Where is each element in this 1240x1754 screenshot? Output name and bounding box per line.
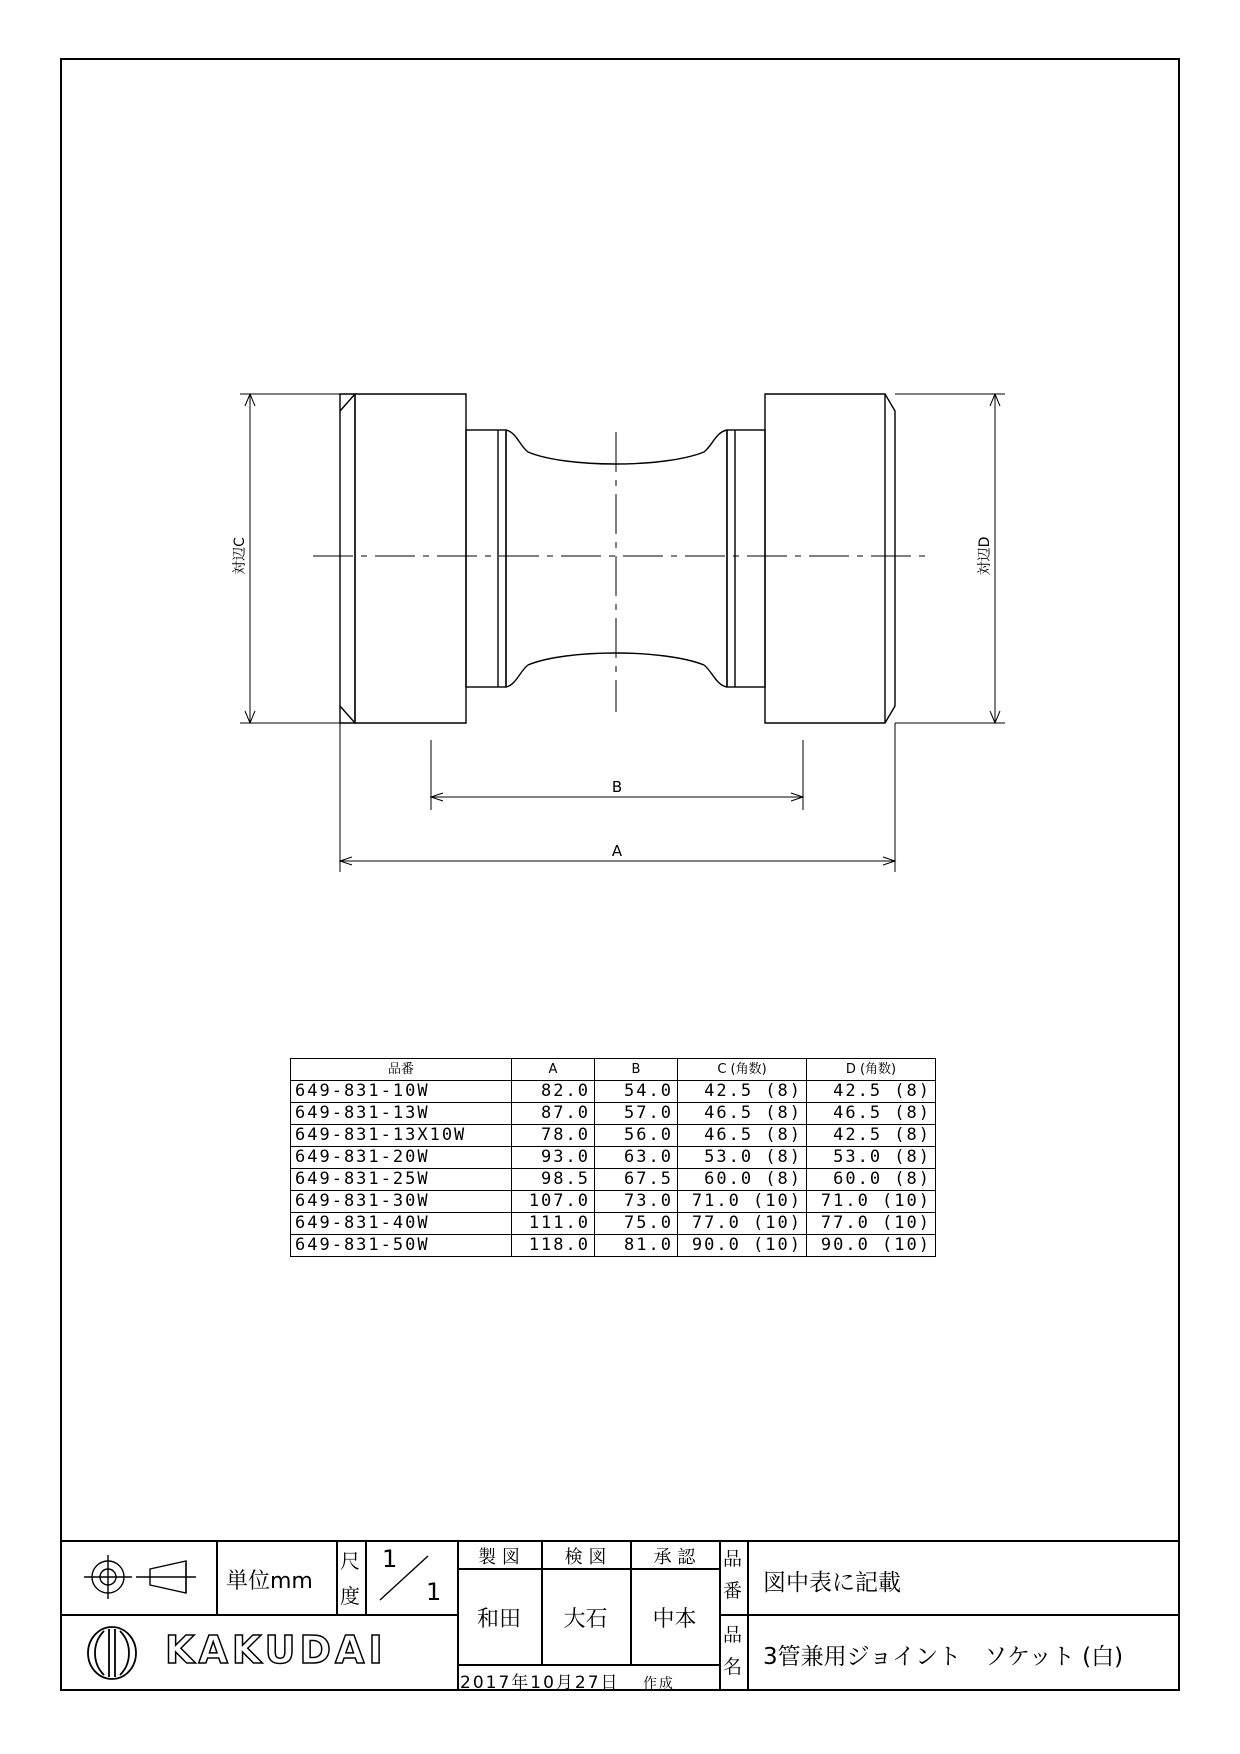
dimension-cell: 71.0 (10) bbox=[678, 1191, 807, 1213]
table-row bbox=[291, 1191, 936, 1213]
table-row bbox=[291, 1081, 936, 1103]
part-name-value: 3管兼用ジョイント ソケット (白) bbox=[763, 1644, 1124, 1670]
approved-by: 中本 bbox=[652, 1607, 697, 1632]
table-row bbox=[291, 1235, 936, 1257]
dimension-cell: 42.5 (8) bbox=[807, 1125, 936, 1147]
drawn-by: 和田 bbox=[476, 1607, 521, 1632]
unit-label: 単位mm bbox=[226, 1569, 313, 1594]
table-row bbox=[291, 1125, 936, 1147]
part-number-cell: 649-831-10W bbox=[291, 1081, 512, 1103]
dimension-cell: 46.5 (8) bbox=[678, 1103, 807, 1125]
dimension-cell: 75.0 bbox=[595, 1213, 678, 1235]
dim-c-label: 対辺C bbox=[232, 537, 248, 575]
dimension-cell: 53.0 (8) bbox=[678, 1147, 807, 1169]
dimension-cell: 73.0 bbox=[595, 1191, 678, 1213]
scale-label-2: 度 bbox=[340, 1584, 360, 1608]
left-nut-chamfer-bottom bbox=[340, 706, 355, 723]
date-suffix: 作成 bbox=[642, 1676, 675, 1692]
part-number-cell: 649-831-20W bbox=[291, 1147, 512, 1169]
right-nut-body bbox=[765, 394, 895, 723]
dimension-cell: 87.0 bbox=[512, 1103, 595, 1125]
dim-d-label: 対辺D bbox=[977, 536, 993, 576]
dim-b-label: B bbox=[611, 778, 623, 796]
part-no-value: 図中表に記載 bbox=[763, 1570, 901, 1596]
part-name-label-1: 品 bbox=[723, 1624, 743, 1646]
left-nut-outline bbox=[340, 394, 355, 723]
part-number-cell: 649-831-40W bbox=[291, 1213, 512, 1235]
dimension-cell: 42.5 (8) bbox=[678, 1081, 807, 1103]
col-a: A bbox=[512, 1059, 595, 1081]
col-part-number: 品番 bbox=[291, 1059, 512, 1081]
dimension-cell: 54.0 bbox=[595, 1081, 678, 1103]
date-label bbox=[460, 1668, 675, 1693]
dimension-cell: 63.0 bbox=[595, 1147, 678, 1169]
dimension-cell: 81.0 bbox=[595, 1235, 678, 1257]
right-collar bbox=[727, 430, 765, 687]
dimension-cell: 93.0 bbox=[512, 1147, 595, 1169]
checked-by: 大石 bbox=[563, 1607, 608, 1632]
col-c: C (角数) bbox=[678, 1059, 807, 1081]
dim-a-label: A bbox=[611, 842, 623, 860]
table-row bbox=[291, 1213, 936, 1235]
dimension-cell: 118.0 bbox=[512, 1235, 595, 1257]
table-row bbox=[291, 1147, 936, 1169]
part-number-cell: 649-831-50W bbox=[291, 1235, 512, 1257]
dimension-cell: 67.5 bbox=[595, 1169, 678, 1191]
dimension-cell: 60.0 (8) bbox=[678, 1169, 807, 1191]
third-angle-projection-icon bbox=[70, 1543, 220, 1613]
logo-wordmark: KAKUDAI bbox=[165, 1628, 387, 1672]
dimension-cell: 82.0 bbox=[512, 1081, 595, 1103]
dimension-cell: 107.0 bbox=[512, 1191, 595, 1213]
dimension-cell: 78.0 bbox=[512, 1125, 595, 1147]
part-name-label-2: 名 bbox=[723, 1656, 743, 1678]
part-number-cell: 649-831-25W bbox=[291, 1169, 512, 1191]
dimension-cell: 56.0 bbox=[595, 1125, 678, 1147]
scale-numerator: 1 bbox=[382, 1545, 398, 1573]
left-nut-chamfer-top bbox=[340, 394, 355, 411]
spec-table-header bbox=[291, 1059, 936, 1081]
part-number-cell: 649-831-13W bbox=[291, 1103, 512, 1125]
title-block bbox=[60, 1540, 1180, 1691]
part-no-label-1: 品 bbox=[723, 1548, 743, 1570]
part-number-cell: 649-831-13X10W bbox=[291, 1125, 512, 1147]
dimension-cell: 46.5 (8) bbox=[678, 1125, 807, 1147]
dimension-cell: 98.5 bbox=[512, 1169, 595, 1191]
checked-label: 検 図 bbox=[564, 1547, 607, 1568]
kakudai-logo-icon bbox=[82, 1623, 142, 1683]
left-nut-body bbox=[355, 394, 466, 723]
col-b: B bbox=[595, 1059, 678, 1081]
dimension-cell: 71.0 (10) bbox=[807, 1191, 936, 1213]
date-value: 2017年10月27日 bbox=[460, 1673, 620, 1693]
dimension-cell: 60.0 (8) bbox=[807, 1169, 936, 1191]
scale-label-1: 尺 bbox=[340, 1549, 360, 1573]
spec-table bbox=[290, 1058, 936, 1257]
part-no-label-2: 番 bbox=[723, 1580, 743, 1602]
dimension-cell: 111.0 bbox=[512, 1213, 595, 1235]
dimension-cell: 90.0 (10) bbox=[807, 1235, 936, 1257]
col-d: D (角数) bbox=[807, 1059, 936, 1081]
scale-denominator: 1 bbox=[426, 1578, 442, 1606]
dimension-cell: 42.5 (8) bbox=[807, 1081, 936, 1103]
part-number-cell: 649-831-30W bbox=[291, 1191, 512, 1213]
dimension-cell: 90.0 (10) bbox=[678, 1235, 807, 1257]
dimension-cell: 77.0 (10) bbox=[678, 1213, 807, 1235]
dimension-cell: 46.5 (8) bbox=[807, 1103, 936, 1125]
dimension-cell: 57.0 bbox=[595, 1103, 678, 1125]
approved-label: 承 認 bbox=[653, 1547, 696, 1568]
spec-table-body bbox=[291, 1081, 936, 1257]
left-collar bbox=[466, 430, 506, 687]
dimension-cell: 53.0 (8) bbox=[807, 1147, 936, 1169]
dimension-cell: 77.0 (10) bbox=[807, 1213, 936, 1235]
table-row bbox=[291, 1169, 936, 1191]
table-row bbox=[291, 1103, 936, 1125]
drawn-label: 製 図 bbox=[478, 1547, 520, 1568]
